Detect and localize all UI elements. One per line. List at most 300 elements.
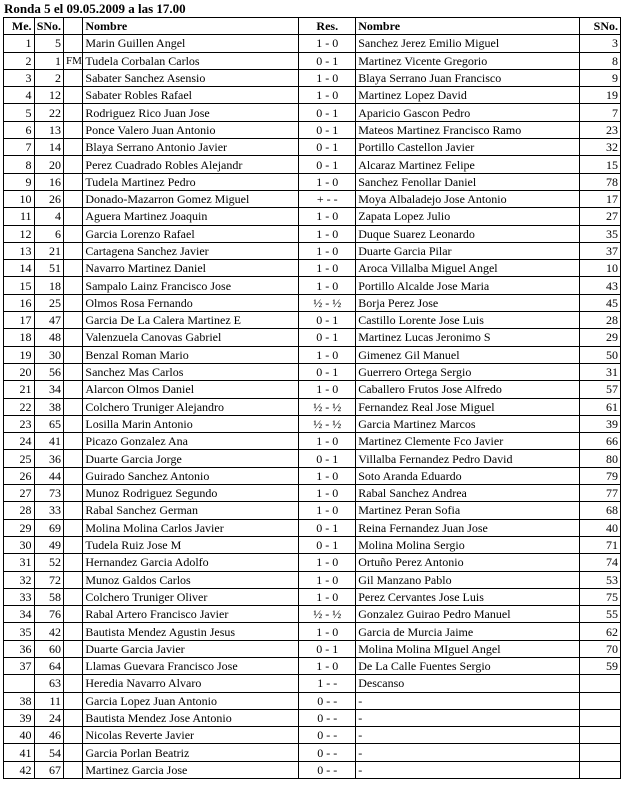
black-player-name: Portillo Castellon Javier <box>356 139 580 156</box>
white-player-name: Navarro Martinez Daniel <box>83 260 299 277</box>
result: ½ - ½ <box>299 606 356 623</box>
black-start-number: 53 <box>580 571 621 588</box>
white-player-name: Valenzuela Canovas Gabriel <box>83 329 299 346</box>
white-title <box>64 761 83 778</box>
black-start-number: 7 <box>580 104 621 121</box>
table-number <box>4 675 35 692</box>
black-start-number: 45 <box>580 294 621 311</box>
white-start-number: 12 <box>34 87 64 104</box>
white-start-number: 13 <box>34 121 64 138</box>
result: ½ - ½ <box>299 294 356 311</box>
black-player-name: Aparicio Gascon Pedro <box>356 104 580 121</box>
table-number: 17 <box>4 312 35 329</box>
header-nombre-black: Nombre <box>356 18 580 35</box>
table-number: 8 <box>4 156 35 173</box>
white-player-name: Rabal Sanchez German <box>83 502 299 519</box>
black-player-name: Aroca Villalba Miguel Angel <box>356 260 580 277</box>
black-start-number: 61 <box>580 398 621 415</box>
black-start-number: 8 <box>580 52 621 69</box>
white-start-number: 34 <box>34 381 64 398</box>
white-player-name: Colchero Truniger Alejandro <box>83 398 299 415</box>
white-start-number: 41 <box>34 433 64 450</box>
white-title <box>64 692 83 709</box>
table-number: 32 <box>4 571 35 588</box>
white-start-number: 51 <box>34 260 64 277</box>
white-start-number: 58 <box>34 588 64 605</box>
black-start-number: 31 <box>580 363 621 380</box>
black-player-name: Caballero Frutos Jose Alfredo <box>356 381 580 398</box>
table-row <box>4 571 621 588</box>
white-title <box>64 485 83 502</box>
black-start-number: 23 <box>580 121 621 138</box>
white-start-number: 5 <box>34 35 64 52</box>
black-start-number: 50 <box>580 346 621 363</box>
white-player-name: Tudela Ruiz Jose M <box>83 536 299 553</box>
white-player-name: Ponce Valero Juan Antonio <box>83 121 299 138</box>
table-number: 29 <box>4 519 35 536</box>
white-player-name: Bautista Mendez Agustin Jesus <box>83 623 299 640</box>
table-row <box>4 329 621 346</box>
table-row <box>4 623 621 640</box>
table-row <box>4 675 621 692</box>
white-player-name: Rabal Artero Francisco Javier <box>83 606 299 623</box>
white-player-name: Bautista Mendez Jose Antonio <box>83 709 299 726</box>
table-row <box>4 139 621 156</box>
table-number: 36 <box>4 640 35 657</box>
white-player-name: Sampalo Lainz Francisco Jose <box>83 277 299 294</box>
white-title <box>64 329 83 346</box>
table-number: 25 <box>4 450 35 467</box>
black-player-name: - <box>356 692 580 709</box>
result: 1 - 0 <box>299 554 356 571</box>
black-player-name: Molina Molina Sergio <box>356 536 580 553</box>
white-title: FM <box>64 52 83 69</box>
header-mesa: Me. <box>4 18 35 35</box>
white-player-name: Picazo Gonzalez Ana <box>83 433 299 450</box>
black-player-name: Gil Manzano Pablo <box>356 571 580 588</box>
table-number: 21 <box>4 381 35 398</box>
black-start-number: 62 <box>580 623 621 640</box>
white-title <box>64 588 83 605</box>
black-player-name: Molina Molina MIguel Angel <box>356 640 580 657</box>
result: 0 - 1 <box>299 329 356 346</box>
table-row <box>4 190 621 207</box>
result: 0 - 1 <box>299 121 356 138</box>
black-player-name: Rabal Sanchez Andrea <box>356 485 580 502</box>
result: 1 - 0 <box>299 623 356 640</box>
white-title <box>64 398 83 415</box>
result: 1 - 0 <box>299 277 356 294</box>
table-number: 37 <box>4 657 35 674</box>
black-start-number: 43 <box>580 277 621 294</box>
black-player-name: Blaya Serrano Juan Francisco <box>356 69 580 86</box>
result: 1 - 0 <box>299 346 356 363</box>
result: 0 - - <box>299 761 356 778</box>
table-number: 6 <box>4 121 35 138</box>
table-row <box>4 415 621 432</box>
white-title <box>64 69 83 86</box>
white-start-number: 65 <box>34 415 64 432</box>
table-row <box>4 398 621 415</box>
black-player-name: Reina Fernandez Juan Jose <box>356 519 580 536</box>
white-player-name: Molina Molina Carlos Javier <box>83 519 299 536</box>
white-start-number: 48 <box>34 329 64 346</box>
black-start-number <box>580 761 621 778</box>
white-start-number: 30 <box>34 346 64 363</box>
black-player-name: Martinez Lopez David <box>356 87 580 104</box>
white-title <box>64 242 83 259</box>
white-title <box>64 502 83 519</box>
white-player-name: Donado-Mazarron Gomez Miguel <box>83 190 299 207</box>
black-start-number: 70 <box>580 640 621 657</box>
black-start-number <box>580 727 621 744</box>
white-start-number: 52 <box>34 554 64 571</box>
result: 1 - 0 <box>299 69 356 86</box>
black-player-name: - <box>356 709 580 726</box>
black-player-name: Martinez Lucas Jeronimo S <box>356 329 580 346</box>
table-row <box>4 121 621 138</box>
black-start-number: 75 <box>580 588 621 605</box>
white-player-name: Colchero Truniger Oliver <box>83 588 299 605</box>
result: 1 - 0 <box>299 242 356 259</box>
black-start-number: 9 <box>580 69 621 86</box>
white-start-number: 1 <box>34 52 64 69</box>
white-start-number: 25 <box>34 294 64 311</box>
table-row <box>4 744 621 761</box>
black-player-name: Fernandez Real Jose Miguel <box>356 398 580 415</box>
white-player-name: Llamas Guevara Francisco Jose <box>83 657 299 674</box>
table-number: 31 <box>4 554 35 571</box>
black-start-number: 77 <box>580 485 621 502</box>
white-start-number: 21 <box>34 242 64 259</box>
table-number: 15 <box>4 277 35 294</box>
table-number: 27 <box>4 485 35 502</box>
table-row <box>4 433 621 450</box>
black-player-name: Descanso <box>356 675 580 692</box>
white-title <box>64 606 83 623</box>
table-row <box>4 450 621 467</box>
table-number: 33 <box>4 588 35 605</box>
black-start-number: 39 <box>580 415 621 432</box>
white-title <box>64 415 83 432</box>
result: 0 - 1 <box>299 104 356 121</box>
black-start-number: 19 <box>580 87 621 104</box>
white-title <box>64 208 83 225</box>
white-title <box>64 190 83 207</box>
black-player-name: - <box>356 761 580 778</box>
result: 1 - 0 <box>299 381 356 398</box>
table-row <box>4 208 621 225</box>
header-sno-white: SNo. <box>34 18 64 35</box>
black-start-number: 68 <box>580 502 621 519</box>
result: 1 - 0 <box>299 208 356 225</box>
white-start-number: 46 <box>34 727 64 744</box>
result: 1 - 0 <box>299 87 356 104</box>
table-number: 30 <box>4 536 35 553</box>
white-title <box>64 35 83 52</box>
result: 0 - - <box>299 727 356 744</box>
table-row <box>4 554 621 571</box>
table-row <box>4 588 621 605</box>
white-start-number: 47 <box>34 312 64 329</box>
white-title <box>64 467 83 484</box>
white-start-number: 18 <box>34 277 64 294</box>
black-start-number: 3 <box>580 35 621 52</box>
black-player-name: Duque Suarez Leonardo <box>356 225 580 242</box>
black-start-number: 66 <box>580 433 621 450</box>
header-result: Res. <box>299 18 356 35</box>
white-title <box>64 104 83 121</box>
table-number: 34 <box>4 606 35 623</box>
table-number: 9 <box>4 173 35 190</box>
header-row <box>4 18 621 35</box>
white-player-name: Aguera Martinez Joaquin <box>83 208 299 225</box>
table-number: 41 <box>4 744 35 761</box>
white-title <box>64 121 83 138</box>
black-start-number: 35 <box>580 225 621 242</box>
table-number: 39 <box>4 709 35 726</box>
white-player-name: Blaya Serrano Antonio Javier <box>83 139 299 156</box>
black-start-number: 80 <box>580 450 621 467</box>
table-number: 10 <box>4 190 35 207</box>
header-title-blank <box>64 18 83 35</box>
table-number: 3 <box>4 69 35 86</box>
white-player-name: Garcia Porlan Beatriz <box>83 744 299 761</box>
white-player-name: Sanchez Mas Carlos <box>83 363 299 380</box>
white-start-number: 63 <box>34 675 64 692</box>
black-start-number: 32 <box>580 139 621 156</box>
white-start-number: 42 <box>34 623 64 640</box>
black-start-number: 17 <box>580 190 621 207</box>
header-sno-black: SNo. <box>580 18 621 35</box>
result: 0 - 1 <box>299 536 356 553</box>
white-title <box>64 536 83 553</box>
result: ½ - ½ <box>299 398 356 415</box>
white-title <box>64 346 83 363</box>
result: 1 - 0 <box>299 485 356 502</box>
white-player-name: Munoz Rodriguez Segundo <box>83 485 299 502</box>
table-row <box>4 312 621 329</box>
table-row <box>4 260 621 277</box>
black-player-name: - <box>356 744 580 761</box>
black-player-name: Gonzalez Guirao Pedro Manuel <box>356 606 580 623</box>
white-start-number: 2 <box>34 69 64 86</box>
black-start-number: 57 <box>580 381 621 398</box>
white-title <box>64 519 83 536</box>
white-start-number: 44 <box>34 467 64 484</box>
table-number: 38 <box>4 692 35 709</box>
white-player-name: Nicolas Reverte Javier <box>83 727 299 744</box>
white-player-name: Garcia Lopez Juan Antonio <box>83 692 299 709</box>
white-title <box>64 139 83 156</box>
white-title <box>64 571 83 588</box>
white-title <box>64 675 83 692</box>
white-title <box>64 709 83 726</box>
result: 1 - - <box>299 675 356 692</box>
table-row <box>4 709 621 726</box>
table-row <box>4 346 621 363</box>
black-player-name: Moya Albaladejo Jose Antonio <box>356 190 580 207</box>
table-number: 7 <box>4 139 35 156</box>
black-player-name: Ortuño Perez Antonio <box>356 554 580 571</box>
white-title <box>64 450 83 467</box>
black-start-number: 74 <box>580 554 621 571</box>
white-start-number: 33 <box>34 502 64 519</box>
white-start-number: 20 <box>34 156 64 173</box>
result: ½ - ½ <box>299 415 356 432</box>
table-number: 22 <box>4 398 35 415</box>
black-start-number: 59 <box>580 657 621 674</box>
white-player-name: Martinez Garcia Jose <box>83 761 299 778</box>
black-player-name: Sanchez Jerez Emilio Miguel <box>356 35 580 52</box>
white-start-number: 67 <box>34 761 64 778</box>
table-row <box>4 692 621 709</box>
result: 1 - 0 <box>299 173 356 190</box>
white-player-name: Benzal Roman Mario <box>83 346 299 363</box>
white-title <box>64 260 83 277</box>
result: 1 - 0 <box>299 502 356 519</box>
black-player-name: De La Calle Fuentes Sergio <box>356 657 580 674</box>
black-start-number <box>580 709 621 726</box>
table-row <box>4 363 621 380</box>
white-start-number: 22 <box>34 104 64 121</box>
white-player-name: Heredia Navarro Alvaro <box>83 675 299 692</box>
black-player-name: - <box>356 727 580 744</box>
white-title <box>64 727 83 744</box>
white-title <box>64 277 83 294</box>
black-player-name: Alcaraz Martinez Felipe <box>356 156 580 173</box>
table-row <box>4 727 621 744</box>
black-player-name: Martinez Clemente Fco Javier <box>356 433 580 450</box>
black-start-number <box>580 675 621 692</box>
black-start-number: 28 <box>580 312 621 329</box>
result: 0 - 1 <box>299 450 356 467</box>
white-start-number: 64 <box>34 657 64 674</box>
black-start-number: 40 <box>580 519 621 536</box>
white-title <box>64 657 83 674</box>
black-start-number: 71 <box>580 536 621 553</box>
white-title <box>64 381 83 398</box>
result: 0 - - <box>299 692 356 709</box>
result: 0 - - <box>299 744 356 761</box>
table-row <box>4 104 621 121</box>
white-title <box>64 640 83 657</box>
black-player-name: Duarte Garcia Pilar <box>356 242 580 259</box>
white-player-name: Rodriguez Rico Juan Jose <box>83 104 299 121</box>
white-title <box>64 225 83 242</box>
black-player-name: Portillo Alcalde Jose Maria <box>356 277 580 294</box>
white-player-name: Losilla Marin Antonio <box>83 415 299 432</box>
result: 0 - 1 <box>299 139 356 156</box>
black-player-name: Borja Perez Jose <box>356 294 580 311</box>
white-player-name: Duarte Garcia Jorge <box>83 450 299 467</box>
result: 0 - 1 <box>299 312 356 329</box>
white-player-name: Marin Guillen Angel <box>83 35 299 52</box>
result: 1 - 0 <box>299 571 356 588</box>
white-title <box>64 156 83 173</box>
white-player-name: Alarcon Olmos Daniel <box>83 381 299 398</box>
black-player-name: Mateos Martinez Francisco Ramo <box>356 121 580 138</box>
table-number: 28 <box>4 502 35 519</box>
table-number: 5 <box>4 104 35 121</box>
table-row <box>4 761 621 778</box>
white-player-name: Sabater Robles Rafael <box>83 87 299 104</box>
table-number: 4 <box>4 87 35 104</box>
table-number: 40 <box>4 727 35 744</box>
result: 0 - 1 <box>299 363 356 380</box>
table-row <box>4 69 621 86</box>
table-row <box>4 467 621 484</box>
white-title <box>64 744 83 761</box>
table-row <box>4 156 621 173</box>
black-player-name: Guerrero Ortega Sergio <box>356 363 580 380</box>
white-title <box>64 363 83 380</box>
black-player-name: Perez Cervantes Jose Luis <box>356 588 580 605</box>
result: + - - <box>299 190 356 207</box>
white-start-number: 49 <box>34 536 64 553</box>
black-start-number: 27 <box>580 208 621 225</box>
result: 0 - 1 <box>299 52 356 69</box>
white-start-number: 54 <box>34 744 64 761</box>
table-number: 1 <box>4 35 35 52</box>
black-player-name: Martinez Peran Sofia <box>356 502 580 519</box>
table-row <box>4 294 621 311</box>
white-start-number: 56 <box>34 363 64 380</box>
result: 0 - 1 <box>299 519 356 536</box>
white-start-number: 16 <box>34 173 64 190</box>
white-start-number: 73 <box>34 485 64 502</box>
black-start-number: 37 <box>580 242 621 259</box>
black-player-name: Sanchez Fenollar Daniel <box>356 173 580 190</box>
table-row <box>4 87 621 104</box>
white-start-number: 76 <box>34 606 64 623</box>
table-row <box>4 536 621 553</box>
table-number: 13 <box>4 242 35 259</box>
black-player-name: Castillo Lorente Jose Luis <box>356 312 580 329</box>
table-number: 24 <box>4 433 35 450</box>
black-player-name: Garcia Martinez Marcos <box>356 415 580 432</box>
table-number: 18 <box>4 329 35 346</box>
black-player-name: Martinez Vicente Gregorio <box>356 52 580 69</box>
table-row <box>4 52 621 69</box>
white-title <box>64 294 83 311</box>
table-number: 20 <box>4 363 35 380</box>
white-title <box>64 87 83 104</box>
table-number: 2 <box>4 52 35 69</box>
result: 1 - 0 <box>299 433 356 450</box>
black-start-number <box>580 744 621 761</box>
white-player-name: Garcia De La Calera Martinez E <box>83 312 299 329</box>
result: 1 - 0 <box>299 657 356 674</box>
black-start-number <box>580 692 621 709</box>
table-number: 16 <box>4 294 35 311</box>
table-number: 23 <box>4 415 35 432</box>
white-start-number: 60 <box>34 640 64 657</box>
table-number: 11 <box>4 208 35 225</box>
white-start-number: 69 <box>34 519 64 536</box>
white-player-name: Garcia Lorenzo Rafael <box>83 225 299 242</box>
table-number: 35 <box>4 623 35 640</box>
table-number: 12 <box>4 225 35 242</box>
table-row <box>4 173 621 190</box>
black-player-name: Villalba Fernandez Pedro David <box>356 450 580 467</box>
white-start-number: 36 <box>34 450 64 467</box>
table-number: 14 <box>4 260 35 277</box>
table-row <box>4 640 621 657</box>
white-start-number: 38 <box>34 398 64 415</box>
header-nombre-white: Nombre <box>83 18 299 35</box>
white-player-name: Olmos Rosa Fernando <box>83 294 299 311</box>
